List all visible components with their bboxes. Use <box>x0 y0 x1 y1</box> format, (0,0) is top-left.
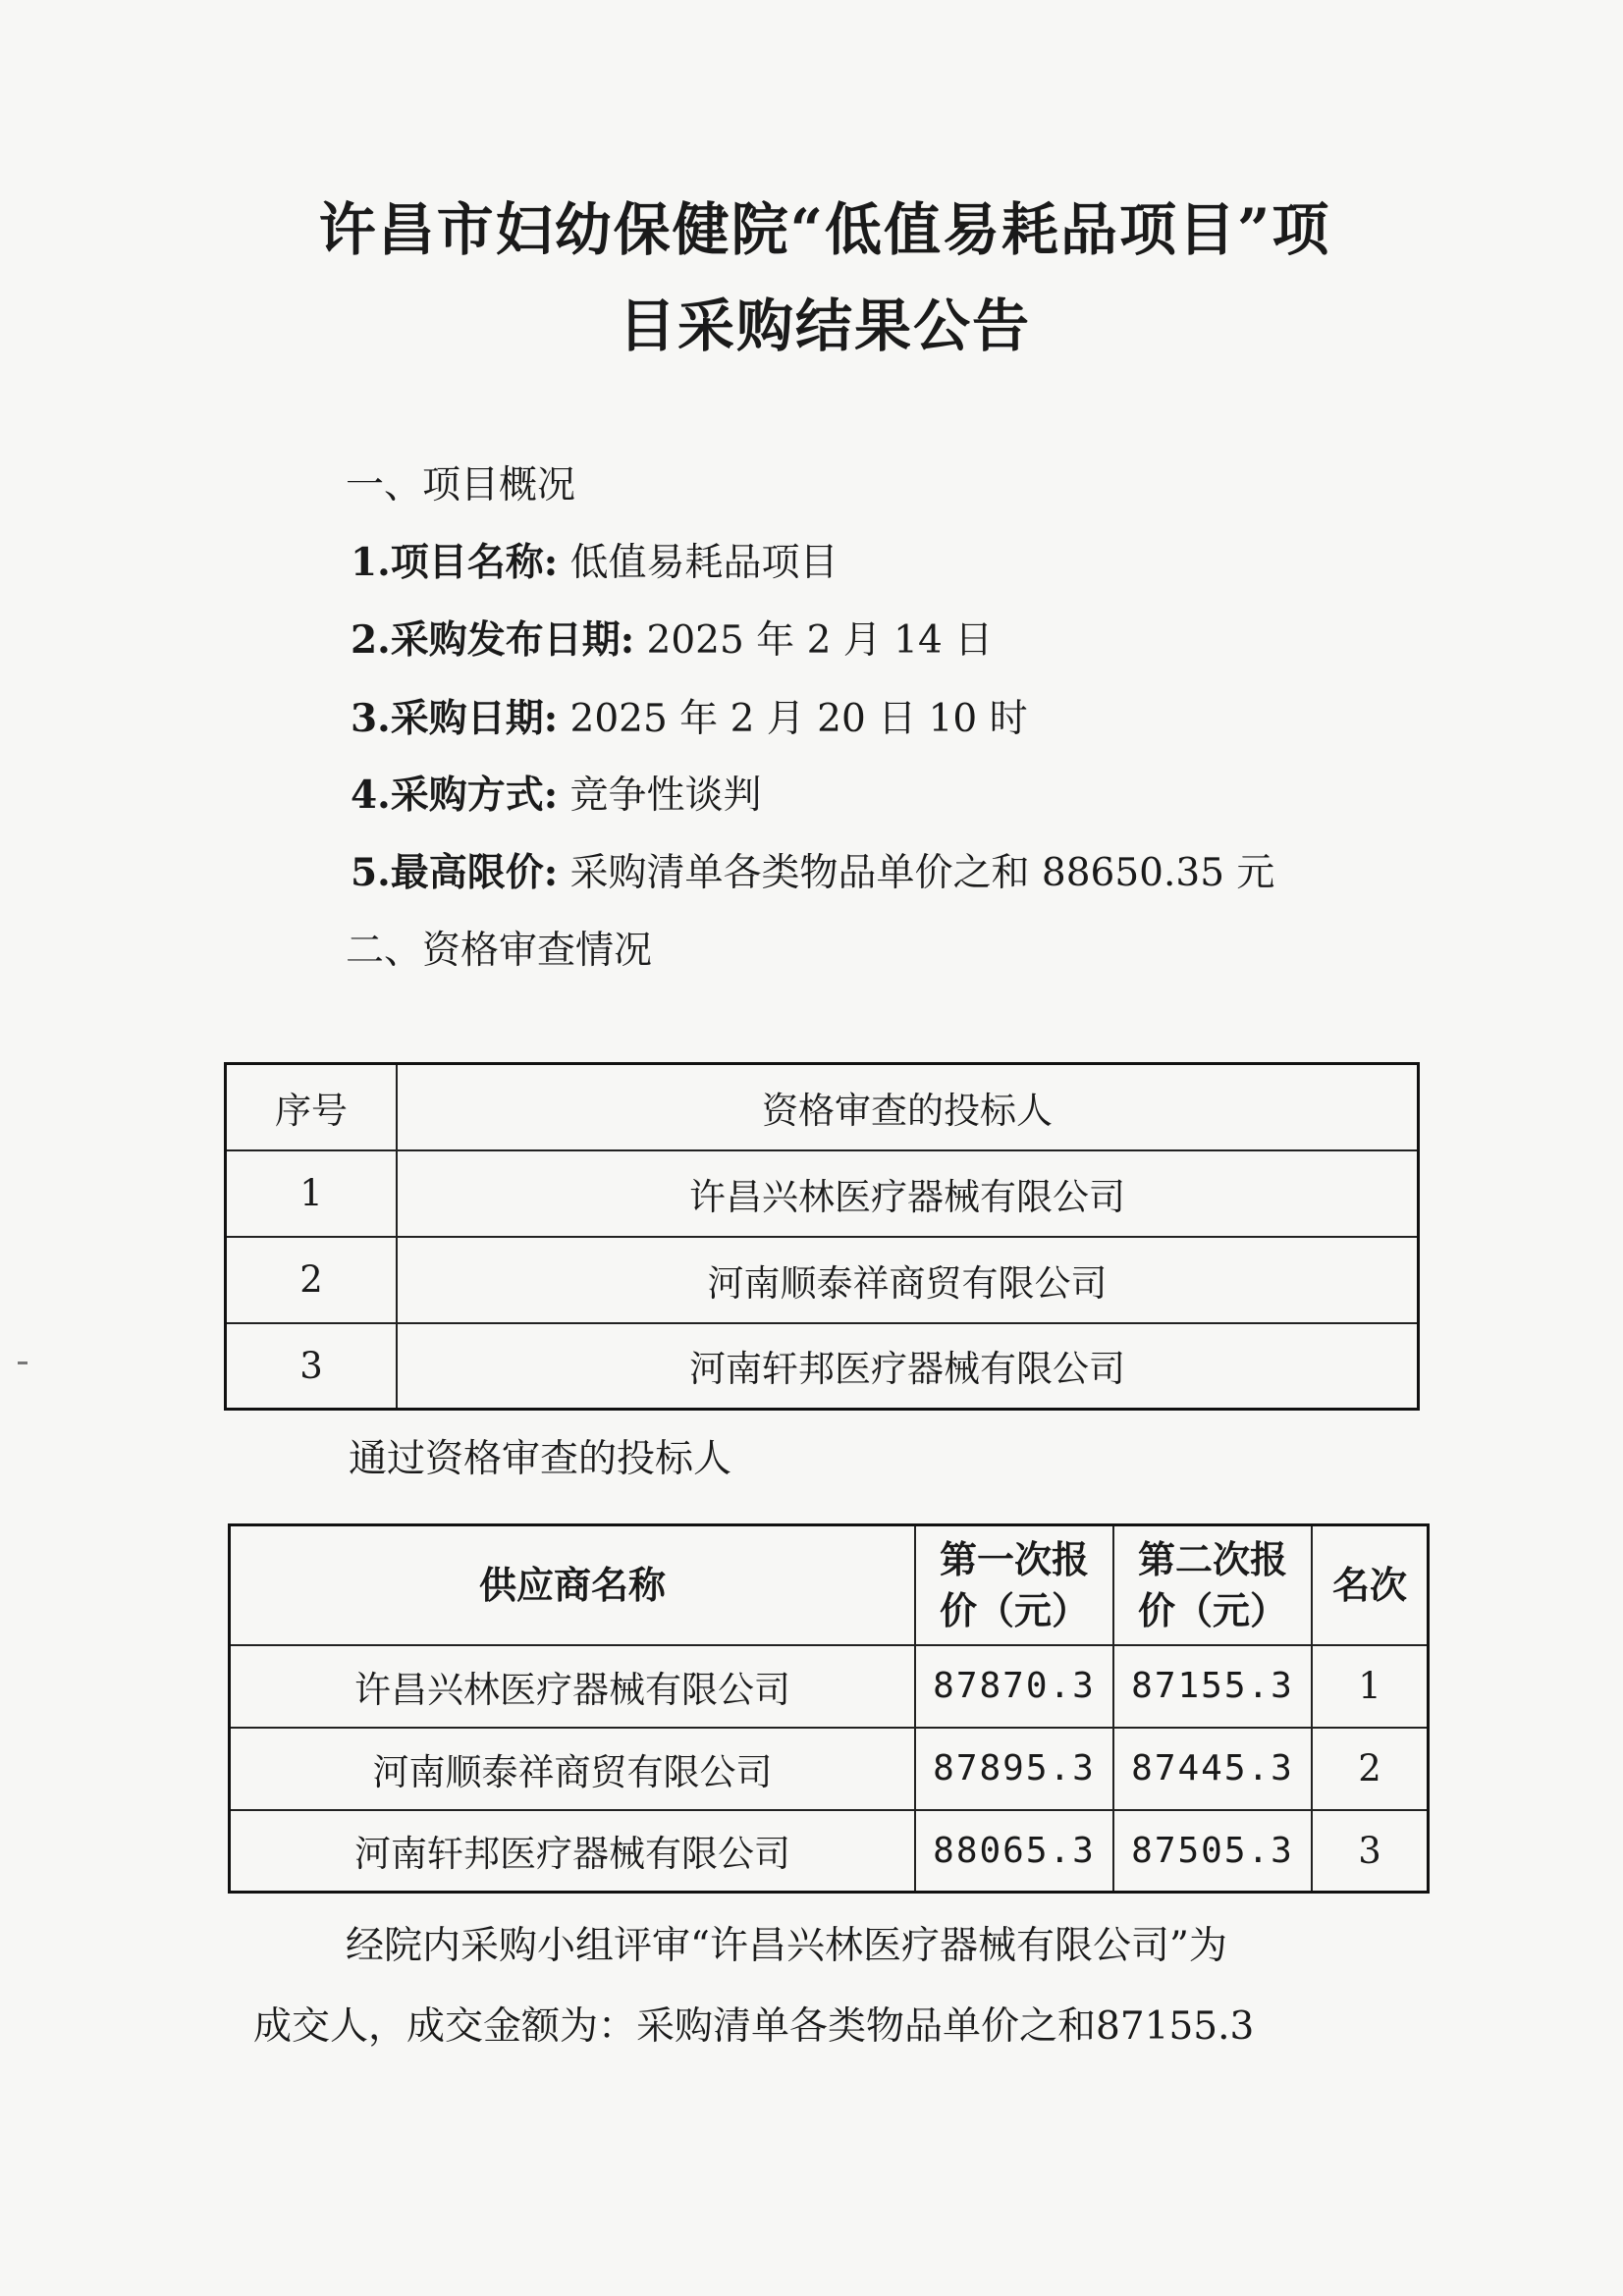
cell-bidder: 河南顺泰祥商贸有限公司 <box>397 1237 1419 1323</box>
header-second-quote-line1: 第二次报 <box>1137 1537 1287 1581</box>
cell-bidder: 许昌兴林医疗器械有限公司 <box>397 1150 1419 1237</box>
cell-first-quote: 87895.3 <box>915 1728 1113 1810</box>
header-first-quote-line1: 第一次报 <box>939 1537 1089 1581</box>
passed-caption: 通过资格审查的投标人 <box>349 1437 732 1481</box>
title-line-2: 目采购结果公告 <box>618 293 1031 359</box>
page-title <box>236 182 1414 374</box>
conclusion-line-1: 经院内采购小组评审“许昌兴林医疗器械有限公司”为 <box>346 1924 1227 1968</box>
cell-supplier: 河南顺泰祥商贸有限公司 <box>230 1728 916 1810</box>
overview-item <box>351 694 1028 744</box>
cell-rank: 1 <box>1312 1645 1429 1728</box>
header-bidder: 资格审查的投标人 <box>397 1064 1419 1150</box>
table-row <box>226 1323 1419 1410</box>
overview-value: 采购清单各类物品单价之和 88650.35 元 <box>569 851 1275 895</box>
table-row <box>226 1237 1419 1323</box>
header-first-quote <box>915 1525 1113 1645</box>
cell-first-quote: 87870.3 <box>915 1645 1113 1728</box>
overview-value: 2025 年 2 月 14 日 <box>646 618 994 663</box>
header-first-quote-line2: 价（元） <box>939 1588 1089 1632</box>
overview-item <box>351 538 839 588</box>
table-row <box>226 1150 1419 1237</box>
overview-label: 3.采购日期: <box>351 696 559 741</box>
cell-first-quote: 88065.3 <box>915 1810 1113 1893</box>
overview-label: 4.采购方式: <box>351 773 559 818</box>
cell-no: 2 <box>226 1237 398 1323</box>
table-header-row <box>230 1525 1429 1645</box>
conclusion-line-2: 成交人，成交金额为：采购清单各类物品单价之和87155.3 <box>253 2004 1255 2049</box>
overview-value: 竞争性谈判 <box>569 774 762 818</box>
header-rank: 名次 <box>1312 1525 1429 1645</box>
cell-no: 3 <box>226 1323 398 1410</box>
overview-item <box>351 771 762 821</box>
header-second-quote-line2: 价（元） <box>1137 1588 1287 1632</box>
overview-label: 5.最高限价: <box>351 850 559 895</box>
cell-supplier: 许昌兴林医疗器械有限公司 <box>230 1645 916 1728</box>
cell-no: 1 <box>226 1150 398 1237</box>
header-second-quote <box>1113 1525 1312 1645</box>
cell-bidder: 河南轩邦医疗器械有限公司 <box>397 1323 1419 1410</box>
header-no: 序号 <box>226 1064 398 1150</box>
overview-item <box>351 615 993 666</box>
scan-mark <box>18 1362 27 1364</box>
table-row <box>230 1728 1429 1810</box>
title-line-1: 许昌市妇幼保健院“低值易耗品项目”项 <box>318 196 1331 263</box>
qualification-table <box>224 1062 1420 1411</box>
cell-rank: 3 <box>1312 1810 1429 1893</box>
cell-supplier: 河南轩邦医疗器械有限公司 <box>230 1810 916 1893</box>
table-row <box>230 1645 1429 1728</box>
cell-second-quote: 87155.3 <box>1113 1645 1312 1728</box>
section-heading-qualification: 二、资格审查情况 <box>346 929 653 973</box>
table-header-row <box>226 1064 1419 1150</box>
header-supplier: 供应商名称 <box>230 1525 916 1645</box>
overview-value: 2025 年 2 月 20 日 10 时 <box>569 697 1028 741</box>
overview-value: 低值易耗品项目 <box>569 541 839 585</box>
table-row <box>230 1810 1429 1893</box>
cell-second-quote: 87445.3 <box>1113 1728 1312 1810</box>
overview-item <box>351 848 1274 898</box>
section-heading-overview: 一、项目概况 <box>346 463 576 507</box>
cell-rank: 2 <box>1312 1728 1429 1810</box>
cell-second-quote: 87505.3 <box>1113 1810 1312 1893</box>
overview-label: 1.项目名称: <box>351 540 559 585</box>
overview-label: 2.采购发布日期: <box>351 617 635 663</box>
bid-table <box>228 1523 1430 1894</box>
